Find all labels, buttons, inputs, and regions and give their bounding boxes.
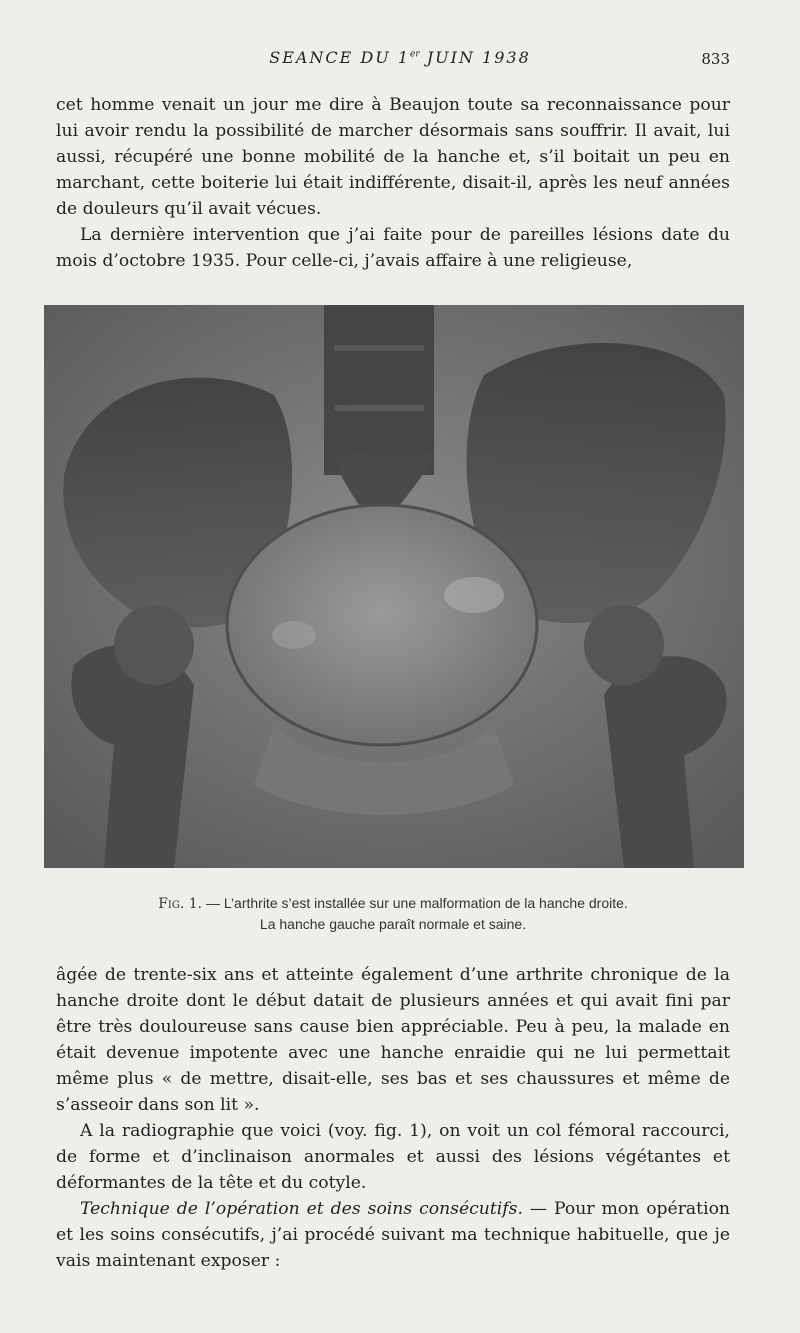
caption-line-1 xyxy=(56,893,730,914)
body-text-bottom xyxy=(56,962,730,1274)
page-number: 833 xyxy=(701,50,730,68)
running-title-sup: er xyxy=(410,49,420,60)
figure-caption xyxy=(56,893,730,934)
paragraph-last-intervention: La dernière intervention que j’ai faite pour de pareilles lésions date du mois d’octobre 1935. Pour celle-ci, j’avais affaire à une religieuse, xyxy=(56,225,730,271)
paragraph-continued: cet homme venait un jour me dire à Beaujon toute sa reconnaissance pour lui avoir rendu la possibilité de marcher désormais sans souffrir. Il avait, lui aussi, récupéré une bonne mobilité de la hanche et, s’il boitait un peu en marchant, cette boiterie lui était indifférente, disait-il, après les neuf années de douleurs qu’il avait vécues. xyxy=(56,95,730,219)
paragraph-radiography: A la radiographie que voici (voy. fig. 1), on voit un col fémoral raccourci, de forme et d’inclinaison anormales et aussi des lésions végétantes et déformantes de la tête et du cotyle. xyxy=(56,1121,730,1193)
paragraph-technique xyxy=(56,1196,730,1274)
page-header xyxy=(0,46,800,74)
pelvis-xray-image xyxy=(44,305,744,868)
running-title xyxy=(0,48,800,67)
figure-radiograph xyxy=(44,305,744,868)
caption-line-1-text: — L’arthrite s’est installée sur une malformation de la hanche droite. xyxy=(202,895,628,911)
section-heading-technique: Technique de l’opération et des soins consécutifs. xyxy=(80,1199,523,1219)
caption-line-2: La hanche gauche paraît normale et saine. xyxy=(259,916,527,932)
technique-text: — Pour mon opération et les soins consécutifs, j’ai procédé suivant ma technique habituelle, que je vais maintenant exposer : xyxy=(56,1199,730,1271)
figure-label: Fig. 1. xyxy=(158,896,203,912)
running-title-post: JUIN 1938 xyxy=(419,48,531,67)
paragraph-patient: âgée de trente-six ans et atteinte également d’une arthrite chronique de la hanche droite dont le début datait de plusieurs années et qui avait fini par être très douloureuse sans cause bien appréciable. Peu à peu, la malade en était devenue impotente avec une hanche enraidie qui ne lui permettait même plus « de mettre, disait-elle, ses bas et ses chaussures et même de s’asseoir dans son lit ». xyxy=(56,965,730,1115)
running-title-pre: SEANCE DU 1 xyxy=(269,48,411,67)
body-text-top xyxy=(56,92,730,274)
